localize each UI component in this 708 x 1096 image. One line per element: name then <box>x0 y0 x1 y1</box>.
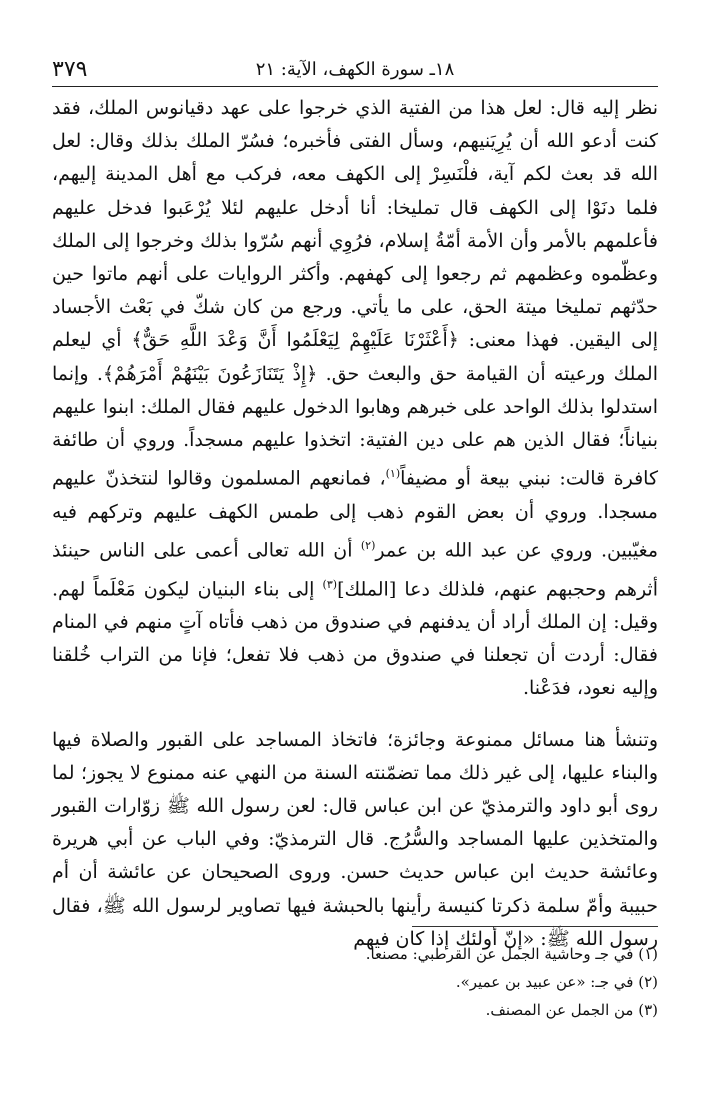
paragraph-1-text-b: ، فمانعهم المسلمون وقالوا لنتخذنّ عليهم مسجدا. وروي أن بعض القوم ذهب إلى طمس الكهف عليهم وتركهم فيه مغيّبين. وروي عن عبد الله بن عمر <box>52 467 658 562</box>
footnote-marker-2[interactable]: (٢) <box>360 538 376 552</box>
paragraph-1-text-d: إلى بناء البنيان ليكون مَعْلَماً لهم. وقيل: إن الملك أراد أن يدفنهم في صندوق من ذهب فأتاه آتٍ منهم في المنام فقال: أردت أن تجعلنا في صندوق من ذهب فلا تفعل؛ فإنا من التراب خُلقنا وإليه نعود، فدَعْنا. <box>52 577 658 700</box>
paragraph-1-text: نظر إليه قال: لعل هذا من الفتية الذي خرجوا على عهد دقيانوس الملك، فقد كنت أدعو الله أن يُرِيَنيهم، وسأل الفتى فأخبره؛ فسُرّ الملك بذلك وقال: لعل الله قد بعث لكم آية، فلْنَسِرْ إلى الكهف معه، فركب مع أهل المدينة إليهم، فلما دنَوْا إلى الكهف قال تمليخا: أنا أدخل عليهم لئلا يُرْعَبوا فدخل عليهم فأعلمهم بالأمر وأن الأمة أمّةُ إسلام، فرُوِي أنهم سُرّوا بذلك وخرجوا إلى الملك وعظّموه وعظمهم ثم رجعوا إلى كهفهم. وأكثر الروايات على أنهم ماتوا حين حدّثهم تمليخا ميتة الحق، على ما يأتي. ورجع من كان شكّ في بَعْث الأجساد إلى اليقين. فهذا معنى: ﴿أَعْثَرْنَا عَلَيْهِمْ لِيَعْلَمُوا أَنَّ وَعْدَ اللَّهِ حَقٌّ﴾ أي ليعلم الملك ورعيته أن القيامة حق والبعث حق. ﴿إِذْ يَتَنَازَعُونَ بَيْنَهُمْ أَمْرَهُمْ﴾. وإنما استدلوا بذلك الواحد على خبرهم وهابوا الدخول عليهم فقال الملك: ابنوا عليهم بنياناً؛ فقال الذين هم على دين الفتية: اتخذوا عليهم مسجداً. وروي أن طائفة كافرة قالت: نبني بيعة أو مضيفاً <box>52 97 659 490</box>
sura-title: ١٨ـ سورة الكهف، الآية: ٢١ <box>255 58 455 80</box>
header-rule <box>52 86 658 87</box>
page-number: ٣٧٩ <box>52 56 88 82</box>
footnote-rule <box>412 926 658 927</box>
footnote-1: (١) في جـ وحاشية الجمل عن القرطبي: مصنعا. <box>365 945 658 963</box>
main-text <box>52 92 658 956</box>
page-header <box>52 54 658 84</box>
paragraph-1-text-c: أن الله تعالى أعمى على الناس حينئذ أثرهم وحجبهم عنهم، فلذلك دعا [الملك] <box>52 539 658 600</box>
footnote-marker-3[interactable]: (٣) <box>322 577 338 591</box>
paragraph-1 <box>52 92 658 706</box>
footnotes <box>52 940 658 1024</box>
footnote-2: (٢) في جـ: «عن عبيد بن عمير». <box>455 973 658 991</box>
footnote-3: (٣) من الجمل عن المصنف. <box>485 1001 658 1019</box>
footnote-marker-1[interactable]: (١) <box>385 467 401 481</box>
paragraph-2: وتنشأ هنا مسائل ممنوعة وجائزة؛ فاتخاذ المساجد على القبور والصلاة فيها والبناء عليها، إلى غير ذلك مما تضمّنته السنة من النهي عنه ممنوع لا يجوز؛ لما روى أبو داود والترمذيّ عن ابن عباس قال: لعن رسول الله ﷺ زوّارات القبور والمتخذين عليها المساجد والسُّرُج. قال الترمذيّ: وفي الباب عن أبي هريرة وعائشة حديث ابن عباس حديث حسن. وروى الصحيحان عن عائشة أن أم حبيبة وأمّ سلمة ذكرتا كنيسة رأينها بالحبشة فيها تصاوير لرسول الله ﷺ، فقال رسول الله ﷺ: «إنّ أولئك إذا كان فيهم <box>52 728 658 950</box>
